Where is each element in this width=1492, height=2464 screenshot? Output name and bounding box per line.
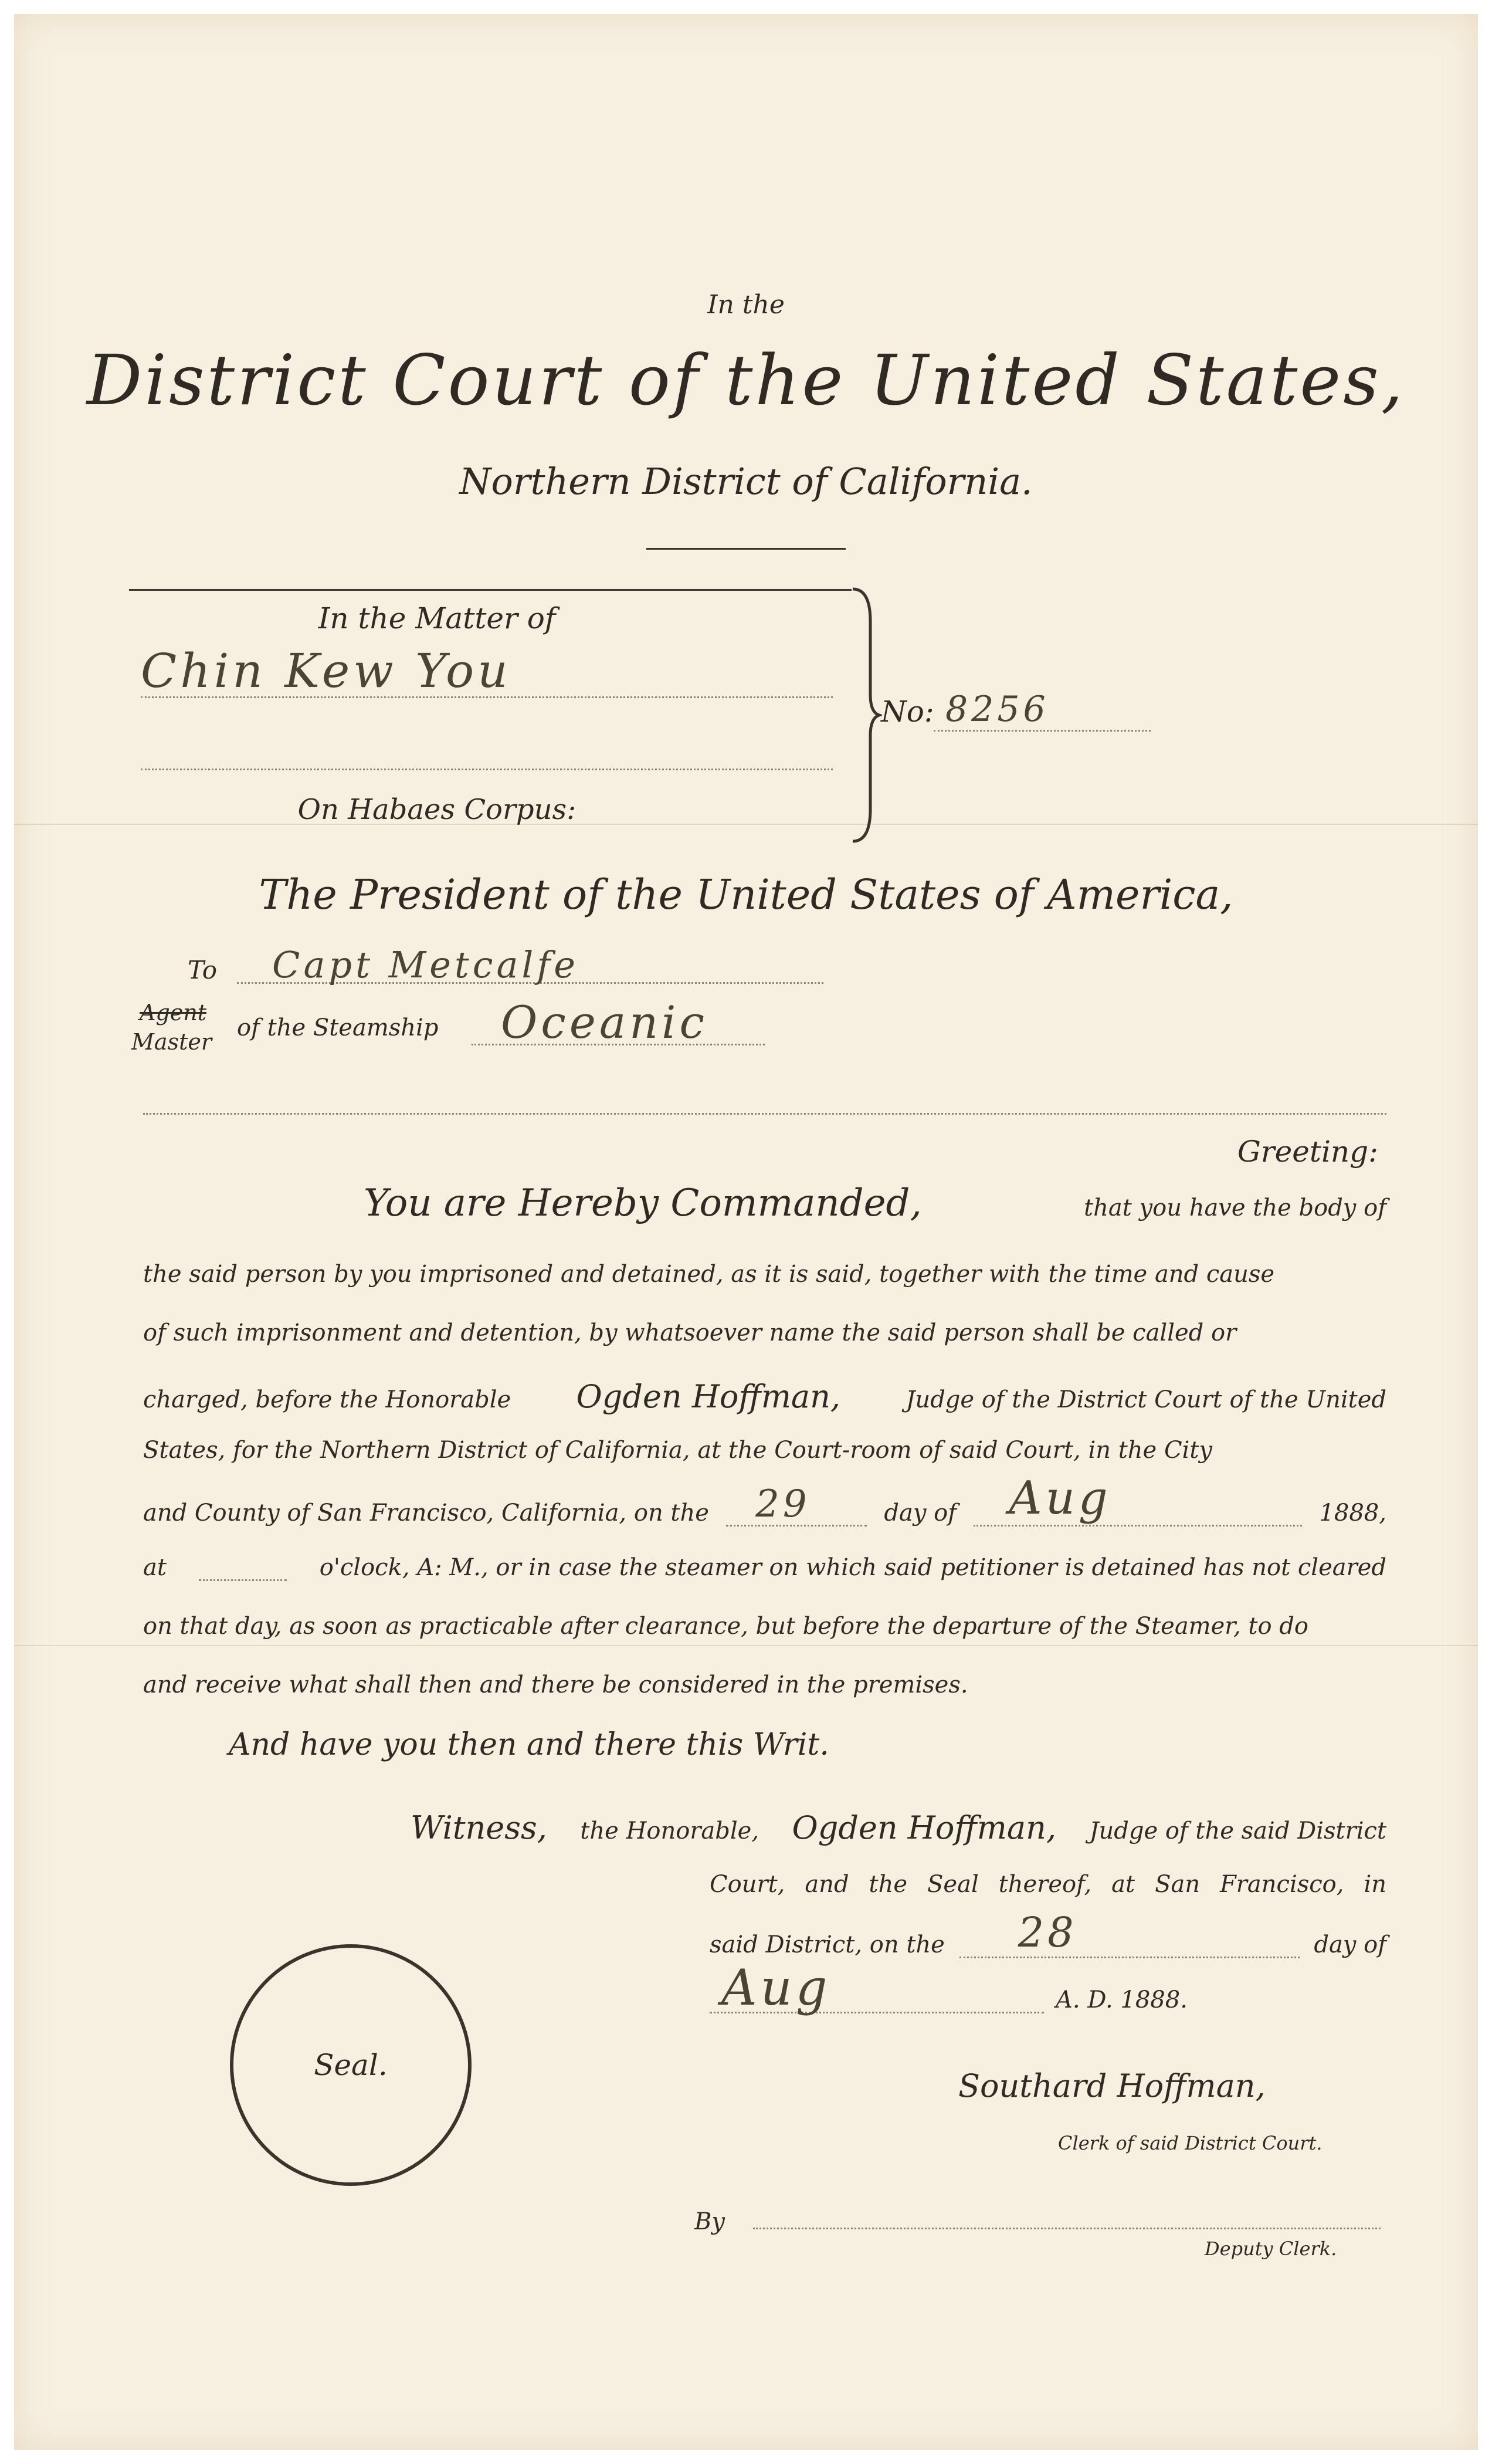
district-title: Northern District of California. [459, 460, 1033, 503]
command-text: States, for the Northern District of California, at the Court-room of said Court, in the City [143, 1437, 1213, 1464]
writ-document [14, 14, 1478, 2450]
hour-field [199, 1556, 287, 1581]
blank-line [143, 1111, 1386, 1115]
command-text: of such imprisonment and detention, by whatsoever name the said person shall be called or [143, 1319, 1237, 1346]
witness-line-4 [710, 1959, 1237, 2016]
court-seal [230, 1944, 472, 2186]
by-label: By [694, 2208, 725, 2235]
command-year: 1888, [1319, 1500, 1386, 1527]
issue-day-handwritten: 28 [1018, 1908, 1077, 1957]
command-text: at [143, 1554, 167, 1581]
master-label: Master [131, 1029, 212, 1055]
brace-icon [847, 586, 882, 844]
command-text: that you have the body of [1084, 1194, 1386, 1221]
command-line-6 [143, 1472, 1386, 1527]
agent-struck: Agent [140, 1000, 206, 1025]
command-text: the said person by you imprisoned and detained, as it is said, together with the time and cause [143, 1261, 1275, 1288]
command-line-9: and receive what shall then and there be considered in the premises. [143, 1671, 968, 1698]
clerk-title: Clerk of said District Court. [1058, 2132, 1323, 2154]
petitioner-field [141, 644, 833, 698]
of-steamship-label: of the Steamship [237, 1014, 439, 1041]
command-line-8 [143, 1613, 1386, 1640]
steamship-name-handwritten: Oceanic [501, 996, 708, 1048]
witness-line-1 [411, 1809, 1386, 1846]
clerk-name: Southard Hoffman, [958, 2067, 1266, 2104]
number-label: No: [881, 695, 934, 729]
command-text: and County of San Francisco, California, on the [143, 1500, 709, 1527]
judge-name: Ogden Hoffman, [576, 1378, 841, 1415]
president-line: The President of the United States of America, [259, 871, 1233, 919]
header-in-the: In the [707, 290, 785, 320]
and-have-writ: And have you then and there this Writ. [229, 1727, 829, 1762]
return-month-handwritten: Aug [1009, 1472, 1111, 1525]
greeting: Greeting: [1237, 1135, 1378, 1169]
command-text: on that day, as soon as practicable after clearance, but before the departure of the Steamer, to do [143, 1613, 1308, 1640]
return-month-field [974, 1472, 1302, 1527]
witness-text: Court, and the Seal thereof, at San Francisco, in [710, 1871, 1386, 1898]
witness-text: day of [1314, 1931, 1386, 1958]
to-field [237, 943, 823, 986]
petitioner-name-handwritten: Chin Kew You [141, 644, 511, 698]
command-text: Judge of the District Court of the United [906, 1386, 1386, 1413]
in-the-matter-of: In the Matter of [318, 601, 556, 635]
witness-line-3 [710, 1908, 1386, 1958]
blank-line [141, 767, 833, 770]
deputy-clerk-label: Deputy Clerk. [1205, 2238, 1337, 2260]
command-line-1 [364, 1182, 1386, 1225]
commanded-heading: You are Hereby Commanded, [364, 1182, 922, 1225]
issue-month-field [710, 1959, 1044, 2016]
issue-day-field [959, 1908, 1300, 1958]
case-number-handwritten: 8256 [945, 689, 1049, 730]
number-field [934, 689, 1151, 732]
to-label: To [188, 956, 218, 984]
issue-month-handwritten: Aug [721, 1959, 831, 2016]
fold-crease [14, 1645, 1478, 1646]
ad-year: A. D. 1888. [1056, 1986, 1188, 2013]
command-line-5 [143, 1437, 1386, 1464]
command-line-3 [143, 1319, 1386, 1346]
command-line-2 [143, 1261, 1386, 1288]
command-line-7 [143, 1554, 1386, 1581]
court-title: District Court of the United States, [86, 340, 1406, 421]
command-text: o'clock, A: M., or in case the steamer on which said petitioner is detained has not cleared [319, 1554, 1386, 1581]
captain-name-handwritten: Capt Metcalfe [272, 943, 579, 986]
command-text: charged, before the Honorable [143, 1386, 511, 1413]
steamship-field [472, 996, 765, 1048]
witness-judge-name: Ogden Hoffman, [792, 1809, 1057, 1846]
header-rule [646, 548, 846, 550]
witness-line-2 [710, 1871, 1386, 1898]
return-day-field [726, 1483, 867, 1527]
command-line-4 [143, 1378, 1386, 1415]
command-text: day of [884, 1500, 957, 1527]
deputy-signature-line [753, 2226, 1381, 2229]
witness-text: the Honorable, [580, 1817, 759, 1844]
matter-box [129, 591, 852, 843]
return-day-handwritten: 29 [755, 1483, 811, 1526]
witness-text: said District, on the [710, 1931, 945, 1958]
on-habeas-corpus: On Habaes Corpus: [297, 793, 577, 826]
seal-label: Seal. [314, 2048, 388, 2082]
witness-word: Witness, [411, 1809, 547, 1846]
witness-text: Judge of the said District [1089, 1817, 1386, 1844]
